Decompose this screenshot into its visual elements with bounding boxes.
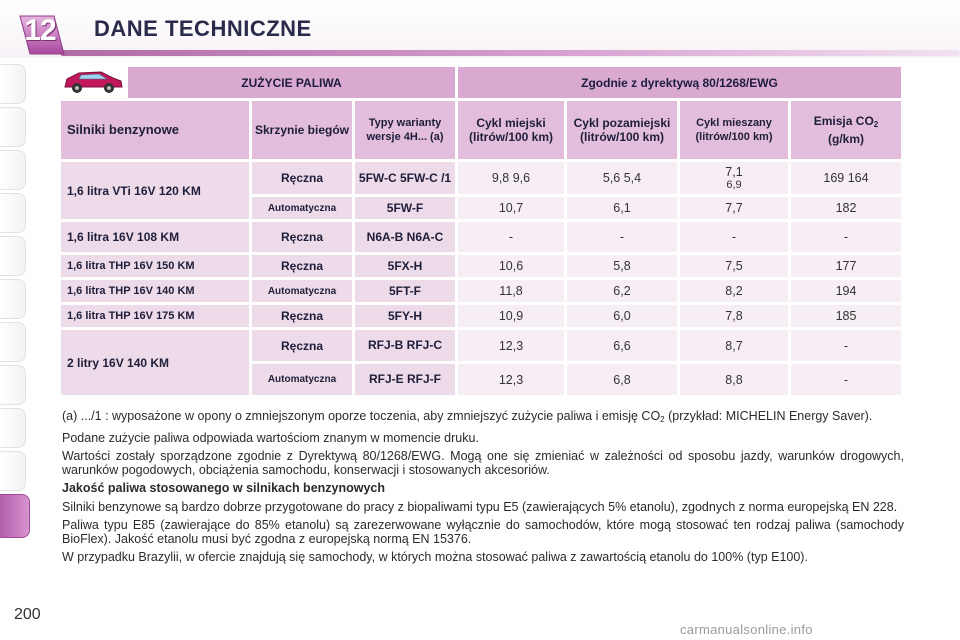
note-paragraph: Paliwa typu E85 (zawierające do 85% etanolu) są zarezerwowane wyłącznie do samochodów, które mogą stosować ten rodzaj paliwa (samochody BioFlex). Jakość etanolu musi być zgodna z europejską normą EN 15376.	[62, 518, 904, 546]
side-tab[interactable]	[0, 107, 26, 147]
combined-cell: 8,2	[680, 280, 788, 302]
gearbox-cell: Ręczna	[252, 305, 352, 327]
fuel-consumption-table	[58, 64, 904, 398]
extra-urban-cell: 5,6 5,4	[567, 162, 677, 194]
urban-cell: 10,9	[458, 305, 564, 327]
engine-cell: 2 litry 16V 140 KM	[61, 330, 249, 395]
side-tabs	[0, 64, 34, 541]
note-a-sub: 2	[660, 415, 665, 424]
gearbox-cell: Ręczna	[252, 255, 352, 277]
urban-cell: 11,8	[458, 280, 564, 302]
header-divider	[60, 50, 960, 56]
col-extra-urban: Cykl pozamiejski (litrów/100 km)	[567, 101, 677, 159]
extra-urban-cell: 6,8	[567, 364, 677, 395]
note-a-end: (przykład: MICHELIN Energy Saver).	[664, 409, 873, 423]
table-row	[61, 222, 901, 252]
variant-cell: 5FW-C 5FW-C /1	[355, 162, 455, 194]
side-tab-active[interactable]	[0, 494, 30, 538]
col-co2	[791, 101, 901, 159]
note-paragraph: W przypadku Brazylii, w ofercie znajdują się samochody, w których można stosować paliwa z zawartością etanolu do 100% (typ E100).	[62, 550, 808, 564]
engine-cell: 1,6 litra THP 16V 140 KM	[61, 280, 249, 302]
page-number: 200	[14, 606, 41, 623]
gearbox-cell: Automatyczna	[252, 364, 352, 395]
variant-cell: 5FX-H	[355, 255, 455, 277]
side-tab[interactable]	[0, 365, 26, 405]
col-co2-prefix: Emisja CO	[813, 114, 874, 128]
col-gearbox: Skrzynie biegów	[252, 101, 352, 159]
side-tab[interactable]	[0, 150, 26, 190]
col-urban: Cykl miejski (litrów/100 km)	[458, 101, 564, 159]
variant-cell: RFJ-B RFJ-C	[355, 330, 455, 361]
urban-cell: 9,8 9,6	[458, 162, 564, 194]
extra-urban-cell: 6,2	[567, 280, 677, 302]
extra-urban-cell: 6,6	[567, 330, 677, 361]
co2-cell: -	[791, 364, 901, 395]
col-co2-unit: (g/km)	[828, 132, 864, 146]
side-tab[interactable]	[0, 451, 26, 491]
co2-cell: 169 164	[791, 162, 901, 194]
watermark: carmanualsonline.info	[680, 622, 813, 637]
col-variants: Typy warianty wersje 4H... (a)	[355, 101, 455, 159]
side-tab[interactable]	[0, 279, 26, 319]
engine-cell: 1,6 litra THP 16V 150 KM	[61, 255, 249, 277]
table-row	[61, 162, 901, 194]
variant-cell: RFJ-E RFJ-F	[355, 364, 455, 395]
side-tab[interactable]	[0, 64, 26, 104]
col-combined: Cykl mieszany (litrów/100 km)	[680, 101, 788, 159]
table-row	[61, 330, 901, 361]
table-row	[61, 280, 901, 302]
combined-cell: -	[680, 222, 788, 252]
note-a	[62, 410, 904, 427]
extra-urban-cell: 6,1	[567, 197, 677, 219]
urban-cell: 12,3	[458, 330, 564, 361]
col-engines: Silniki benzynowe	[61, 101, 249, 159]
table-row	[61, 305, 901, 327]
urban-cell: 10,7	[458, 197, 564, 219]
co2-cell: 194	[791, 280, 901, 302]
engine-cell: 1,6 litra THP 16V 175 KM	[61, 305, 249, 327]
page-title: DANE TECHNICZNE	[94, 16, 312, 41]
side-tab[interactable]	[0, 193, 26, 233]
variant-cell: N6A-B N6A-C	[355, 222, 455, 252]
combined-cell: 8,8	[680, 364, 788, 395]
extra-urban-cell: -	[567, 222, 677, 252]
combined-cell: 7,7	[680, 197, 788, 219]
section-heading: Jakość paliwa stosowanego w silnikach benzynowych	[62, 481, 386, 495]
variant-cell: 5FY-H	[355, 305, 455, 327]
combined-cell: 7,8	[680, 305, 788, 327]
extra-urban-cell: 6,0	[567, 305, 677, 327]
combined-cell	[680, 162, 788, 194]
gearbox-cell: Automatyczna	[252, 197, 352, 219]
side-tab[interactable]	[0, 236, 26, 276]
gearbox-cell: Ręczna	[252, 222, 352, 252]
co2-cell: 182	[791, 197, 901, 219]
co2-cell: -	[791, 330, 901, 361]
urban-cell: 12,3	[458, 364, 564, 395]
engine-cell: 1,6 litra 16V 108 KM	[61, 222, 249, 252]
notes-section	[62, 410, 904, 570]
note-paragraph: Wartości zostały sporządzone zgodnie z Dyrektywą 80/1268/EWG. Mogą one się zmieniać w zależności od sposobu jazdy, warunków drogowych, warunków pogodowych, obciążenia samochodu, konserwacji i stosowanych akcesoriów.	[62, 449, 904, 477]
co2-cell: 185	[791, 305, 901, 327]
gearbox-cell: Ręczna	[252, 330, 352, 361]
side-tab[interactable]	[0, 322, 26, 362]
chapter-number: 12	[24, 14, 56, 47]
engine-cell: 1,6 litra VTi 16V 120 KM	[61, 162, 249, 219]
gearbox-cell: Automatyczna	[252, 280, 352, 302]
gearbox-cell: Ręczna	[252, 162, 352, 194]
variant-cell: 5FT-F	[355, 280, 455, 302]
combined-value-sub: 6,9	[726, 178, 742, 191]
combined-cell: 7,5	[680, 255, 788, 277]
co2-cell: -	[791, 222, 901, 252]
side-tab[interactable]	[0, 408, 26, 448]
combined-value: 7,1	[725, 164, 743, 179]
note-paragraph: Podane zużycie paliwa odpowiada wartościom znanym w momencie druku.	[62, 430, 479, 445]
note-a-text: (a) .../1 : wyposażone w opony o zmniejszonym oporze toczenia, aby zmniejszyć zużycie paliwa i emisję CO	[62, 409, 661, 423]
header-fuel-consumption: ZUŻYCIE PALIWA	[128, 67, 455, 98]
note-paragraph: Silniki benzynowe są bardzo dobrze przygotowane do pracy z biopaliwami typu E5 (zawierających 5% etanolu), zgodnych z norma europejską EN 228.	[62, 499, 898, 514]
extra-urban-cell: 5,8	[567, 255, 677, 277]
header-directive: Zgodnie z dyrektywą 80/1268/EWG	[458, 67, 901, 98]
co2-cell: 177	[791, 255, 901, 277]
col-co2-sub: 2	[873, 120, 879, 129]
car-icon	[61, 67, 125, 95]
urban-cell: 10,6	[458, 255, 564, 277]
car-icon-cell	[61, 67, 125, 98]
urban-cell: -	[458, 222, 564, 252]
variant-cell: 5FW-F	[355, 197, 455, 219]
table-row	[61, 255, 901, 277]
combined-cell: 8,7	[680, 330, 788, 361]
